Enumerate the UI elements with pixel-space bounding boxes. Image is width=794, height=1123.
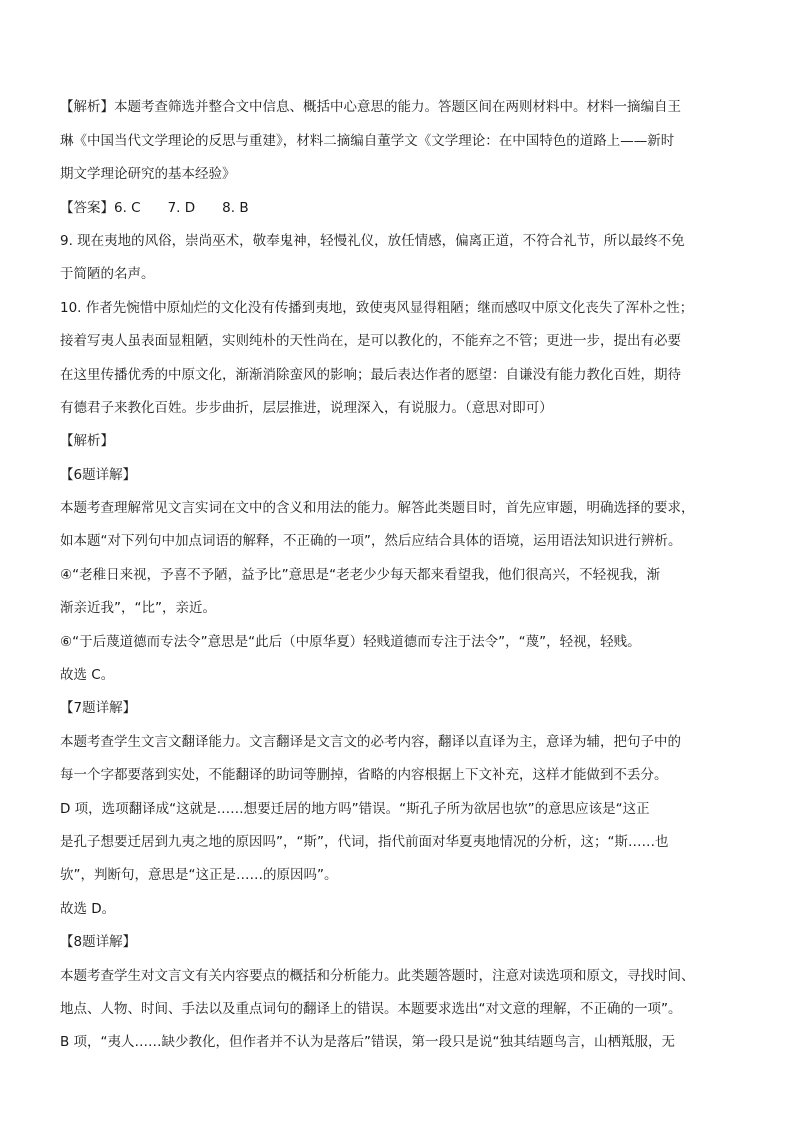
text-line: 每一个字都要落到实处，不能翻译的助词等删掉，省略的内容根据上下文补充，这样才能做到不丢分。 [60,767,668,783]
text-line: 期文学理论研究的基本经验》 [60,166,236,182]
text-line: 故选 C。 [60,667,115,683]
text-line: 在这里传播优秀的中原文化，渐渐消除蛮风的影响；最后表达作者的愿望：自谦没有能力教化百姓，期待 [60,367,681,383]
section-heading: 【7题详解】 [60,700,137,716]
text-line: 接着写夷人虽表面显粗陋，实则纯朴的天性尚在，是可以教化的，不能弃之不管；更进一步，提出有必要 [60,333,681,349]
text-line: 本题考查理解常见文言实词在文中的含义和用法的能力。解答此类题目时，首先应审题，明确选择的要求， [60,500,695,516]
text-line: 是孔子想要迁居到九夷之地的原因吗”，“斯”，代词，指代前面对华夏夷地情况的分析，这；“斯……也 [60,834,669,850]
text-line: 渐亲近我”，“比”，亲近。 [60,600,216,616]
text-line: 有德君子来教化百姓。步步曲折，层层推进，说理深入，有说服力。（意思对即可） [60,400,553,416]
text-line: 本题考查学生文言文翻译能力。文言翻译是文言文的必考内容，翻译以直译为主，意译为辅，把句子中的 [60,734,681,750]
answer-line: 【答案】6. C 7. D 8. B [60,200,249,216]
text-line: 欤”，判断句，意思是“这正是……的原因吗”。 [60,867,338,883]
section-heading: 【6题详解】 [60,467,137,483]
text-line: 本题考查学生对文言文有关内容要点的概括和分析能力。此类题答题时，注意对读选项和原文，寻找时间、 [60,968,695,984]
text-line: 于简陋的名声。 [60,266,155,282]
text-line: ④“老稚日来视，予喜不予陋，益予比”意思是“老老少少每天都来看望我，他们很高兴，不轻视我，渐 [60,567,661,583]
text-line: 10. 作者先惋惜中原灿烂的文化没有传播到夷地，致使夷风显得粗陋；继而感叹中原文化丧失了浑朴之性； [60,300,694,316]
text-line: 【解析】本题考查筛选并整合文中信息、概括中心意思的能力。答题区间在两则材料中。材料一摘编自王 [60,99,681,115]
section-heading: 【解析】 [60,433,114,449]
section-heading: 【8题详解】 [60,934,137,950]
text-line: 故选 D。 [60,901,116,917]
text-line: D 项，选项翻译成“这就是……想要迁居的地方吗”错误。“斯孔子所为欲居也欤”的意思应该是“这正 [60,801,650,817]
text-line: 地点、人物、时间、手法以及重点词句的翻译上的错误。本题要求选出“对文意的理解，不正确的一项”。 [60,1001,682,1017]
text-line: B 项，“夷人……缺少教化，但作者并不认为是落后”错误，第一段只是说“独其结题鸟言，山栖羝服，无 [60,1034,676,1050]
text-line: 琳《中国当代文学理论的反思与重建》，材料二摘编自董学文《文学理论：在中国特色的道路上——新时 [60,133,675,149]
text-line: 9. 现在夷地的风俗，崇尚巫术，敬奉鬼神，轻慢礼仪，放任情感，偏离正道，不符合礼节，所以最终不免 [60,233,685,249]
text-line: ⑥“于后蔑道德而专法令”意思是“此后（中原华夏）轻贱道德而专注于法令”，“蔑”，轻视，轻贱。 [60,634,641,650]
text-line: 如本题“对下列句中加点词语的解释，不正确的一项”，然后应结合具体的语境，运用语法知识进行辨析。 [60,533,682,549]
